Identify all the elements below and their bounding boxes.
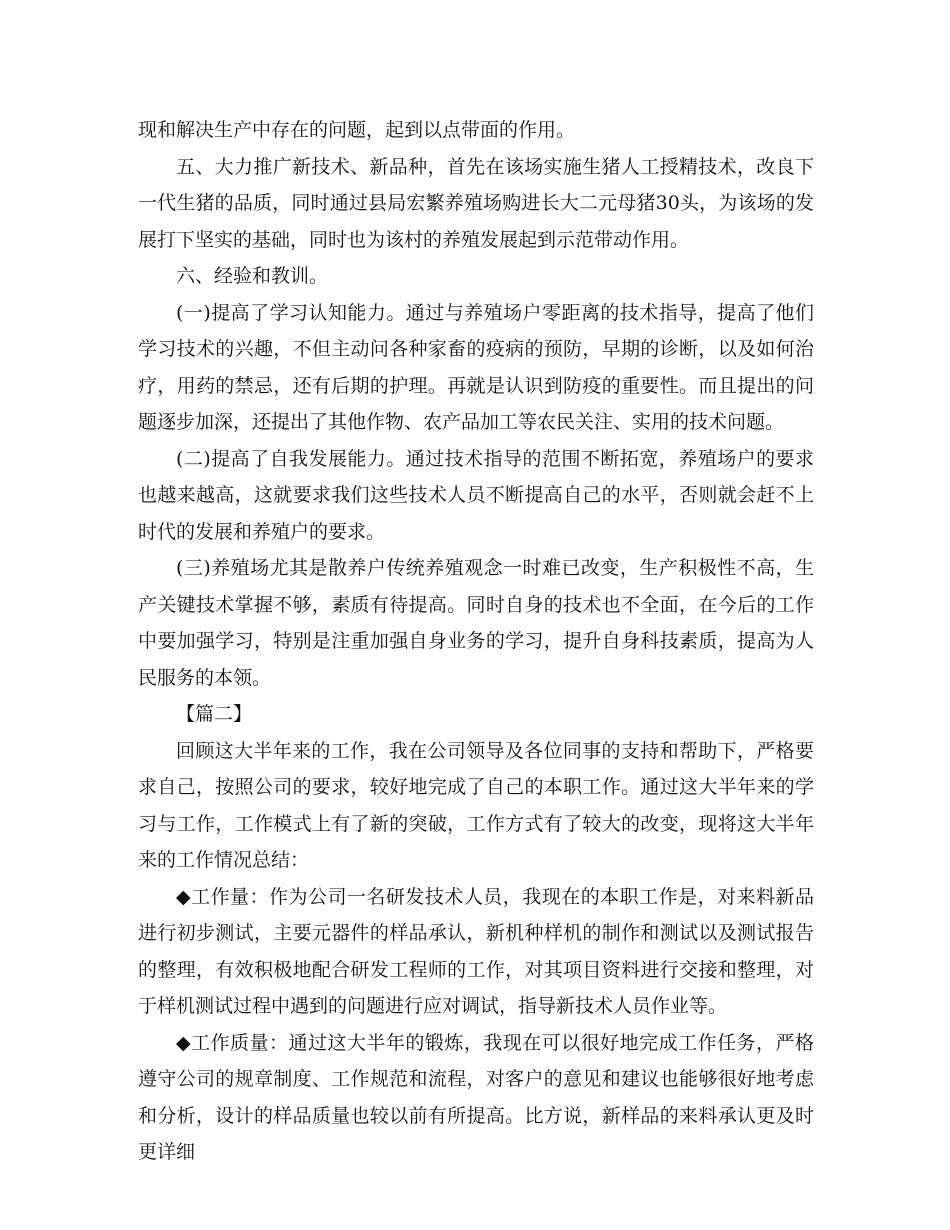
- document-page: [138, 112, 814, 1171]
- paragraph-review-intro: 回顾这大半年来的工作，我在公司领导及各位同事的支持和帮助下，严格要求自己，按照公司的要求，较好地完成了自己的本职工作。通过这大半年来的学习与工作，工作模式上有了新的突破，工作方式有了较大的改变，现将这大半年来的工作情况总结：: [138, 739, 814, 871]
- paragraph-work-quality: ◆工作质量：通过这大半年的锻炼，我现在可以很好地完成工作任务，严格遵守公司的规章制度、工作规范和流程，对客户的意见和建议也能够很好地考虑和分析，设计的样品质量也较以前有所提高。比方说，新样品的来料承认更及时更详细: [138, 1031, 814, 1163]
- paragraph-item-3-concepts: (三)养殖场尤其是散养户传统养殖观念一时难已改变，生产积极性不高，生产关键技术掌握不够，素质有待提高。同时自身的技术也不全面，在今后的工作中要加强学习，特别是注重加强自身业务的学习，提升自身科技素质，提高为人民服务的本领。: [138, 557, 814, 689]
- paragraph-item-2-development: (二)提高了自我发展能力。通过技术指导的范围不断拓宽，养殖场户的要求也越来越高，这就要求我们这些技术人员不断提高自己的水平，否则就会赶不上时代的发展和养殖户的要求。: [138, 447, 814, 543]
- section-heading-part-two: 【篇二】: [176, 703, 253, 725]
- paragraph-item-1-learning: (一)提高了学习认知能力。通过与养殖场户零距离的技术指导，提高了他们学习技术的兴趣，不但主动问各种家畜的疫病的预防，早期的诊断，以及如何治疗，用药的禁忌，还有后期的护理。再就是认识到防疫的重要性。而且提出的问题逐步加深，还提出了其他作物、农产品加工等农民关注、实用的技术问题。: [138, 301, 814, 433]
- paragraph-continuation: 现和解决生产中存在的问题，起到以点带面的作用。: [138, 119, 576, 141]
- paragraph-workload: ◆工作量：作为公司一名研发技术人员，我现在的本职工作是，对来料新品进行初步测试，主要元器件的样品承认，新机种样机的制作和测试以及测试报告的整理，有效积极地配合研发工程师的工作，对其项目资料进行交接和整理，对于样机测试过程中遇到的问题进行应对调试，指导新技术人员作业等。: [138, 885, 814, 1017]
- paragraph-six-heading: 六、经验和教训。: [176, 265, 329, 287]
- paragraph-five-new-technology: 五、大力推广新技术、新品种，首先在该场实施生猪人工授精技术，改良下一代生猪的品质，同时通过县局宏繁养殖场购进长大二元母猪30头，为该场的发展打下坚实的基础，同时也为该村的养殖发展起到示范带动作用。: [138, 155, 814, 251]
